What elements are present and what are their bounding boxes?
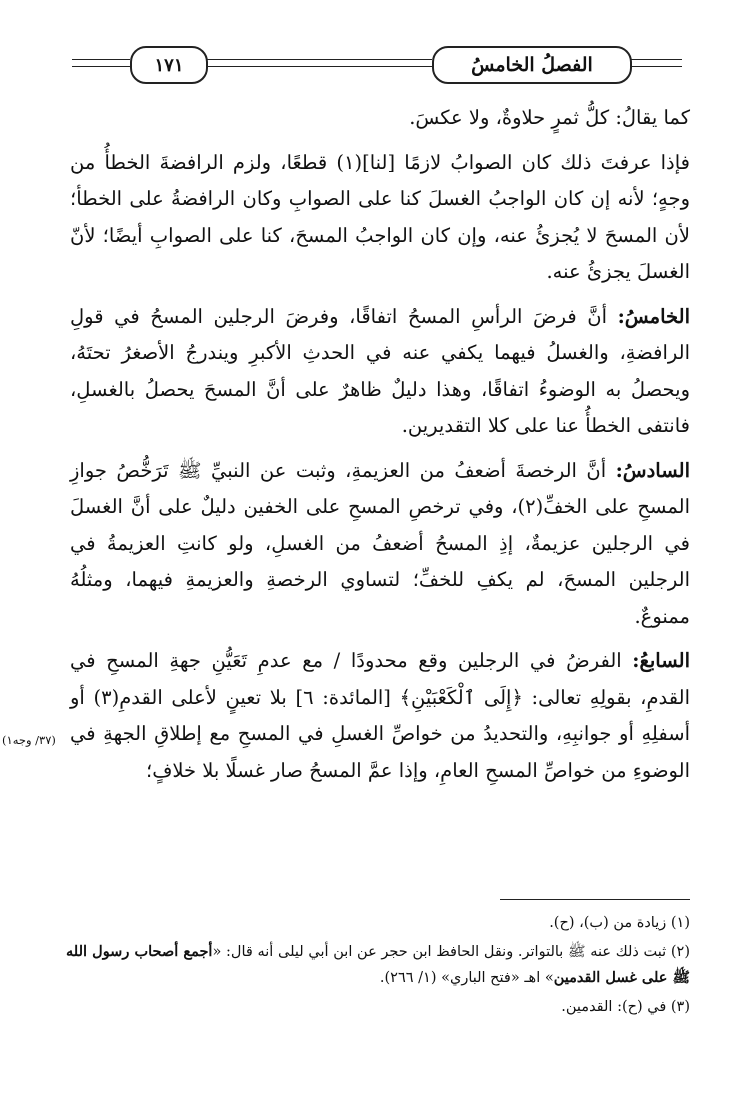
footnote-1 xyxy=(66,910,690,936)
header-rule-right-bottom xyxy=(628,66,682,67)
footnote-text: (٣) في (ح): القدمين. xyxy=(561,999,690,1015)
footnote-text-post: » اهـ «فتح الباري» (١/ ٢٦٦). xyxy=(379,970,554,986)
paragraph-sixth xyxy=(70,453,690,636)
paragraph-lead: الخامسُ: xyxy=(617,304,690,328)
paragraph-seventh xyxy=(70,643,690,789)
header-rule-left-bottom xyxy=(72,66,130,67)
chapter-title: الفصلُ الخامسُ xyxy=(432,46,632,84)
footnotes xyxy=(66,910,690,1023)
header-rule-middle-top xyxy=(204,59,432,60)
paragraph-text: أنَّ فرضَ الرأسِ المسحُ اتفاقًا، وفرضَ الرجلين المسحُ في قولِ الرافضةِ، والغسلُ فيهما يكفي عنه في الحدثِ الأكبرِ ويندرجُ الأصغرُ تحتَهُ، ويحصلُ به الوضوءُ اتفاقًا، وهذا دليلٌ ظاهرٌ على أنَّ المسحَ يحصلُ بالغسلِ، فانتفى الخطأُ عنا على كلا التقديرين. xyxy=(70,304,690,437)
paragraph-1 xyxy=(70,100,690,137)
paragraph-text: الفرضُ في الرجلين وقع محدودًا / مع عدمِ تَعَيُّنِ جهةِ المسحِ في القدمِ، بقولِهِ تعالى: ﴿إِلَى ٱلْكَعْبَيْنِ﴾ [المائدة: ٦] بلا تعينٍ لأعلى القدمِ(٣) أو أسفلِهِ أو جوانبِهِ، والتحديدُ من خواصِّ الغسلِ في المسحِ مع إطلاقِ الجهةِ في الوضوءِ من خواصِّ المسحِ العامِ، وإذا عمَّ المسحُ صار غسلًا بلا خلافٍ؛ xyxy=(70,649,690,782)
paragraph-lead: السابعُ: xyxy=(632,649,690,672)
paragraph-text: أنَّ الرخصةَ أضعفُ من العزيمةِ، وثبت عن النبيِّ ﷺ تَرَخُّصُ جوازِ المسحِ على الخفِّ(٢)، وفي ترخصِ المسحِ على الخفين دليلٌ على أنَّ الغسلَ في الرجلين عزيمةٌ، إذِ المسحُ أضعفُ من الغسلِ، ولو كانتِ العزيمةُ في الرجلين المسحَ، لم يكفِ للخفِّ؛ لتساوي الرخصةِ والعزيمةِ فيهما، ومثلُهُ ممنوعٌ. xyxy=(70,458,690,628)
paragraph-fifth xyxy=(70,299,690,445)
paragraph-text: فإذا عرفتَ ذلك كان الصوابُ لازمًا [لنا](١) قطعًا، ولزم الرافضةَ الخطأُ من وجهٍ؛ لأنه إن كان الواجبُ الغسلَ كنا على الصوابِ وكان الرافضةُ على الخطأ؛ لأن المسحَ لا يُجزئُ عنه، وإن كان الواجبُ المسحَ، كنا على الصوابِ أيضًا؛ لأنّ الغسلَ يجزئُ عنه. xyxy=(70,150,690,283)
header-rule-right-top xyxy=(628,59,682,60)
paragraph-text: كما يقالُ: كلُّ ثمرٍ حلاوةٌ، ولا عكسَ. xyxy=(409,106,690,129)
header-rule-left-top xyxy=(72,59,130,60)
footnote-2 xyxy=(66,939,690,991)
footnote-3 xyxy=(66,994,690,1020)
header-rule-middle-bottom xyxy=(204,66,432,67)
footnote-text: (١) زيادة من (ب)، (ح). xyxy=(549,915,690,931)
footnote-quote: أجمع أصحاب رسول الله ﷺ على غسل القدمين xyxy=(66,943,690,986)
manuscript-folio-note: (٣٧/ وجه١) xyxy=(2,733,56,747)
page-number: ١٧١ xyxy=(130,46,208,84)
footnote-separator xyxy=(500,899,690,900)
paragraph-lead: السادسُ: xyxy=(615,458,690,482)
paragraph-2 xyxy=(70,145,690,291)
footnote-text-pre: (٢) ثبت ذلك عنه ﷺ بالتواتر. ونقل الحافظ ابن حجر عن ابن أبي ليلى أنه قال: « xyxy=(212,944,690,960)
main-text xyxy=(70,100,690,797)
running-header xyxy=(72,44,682,84)
